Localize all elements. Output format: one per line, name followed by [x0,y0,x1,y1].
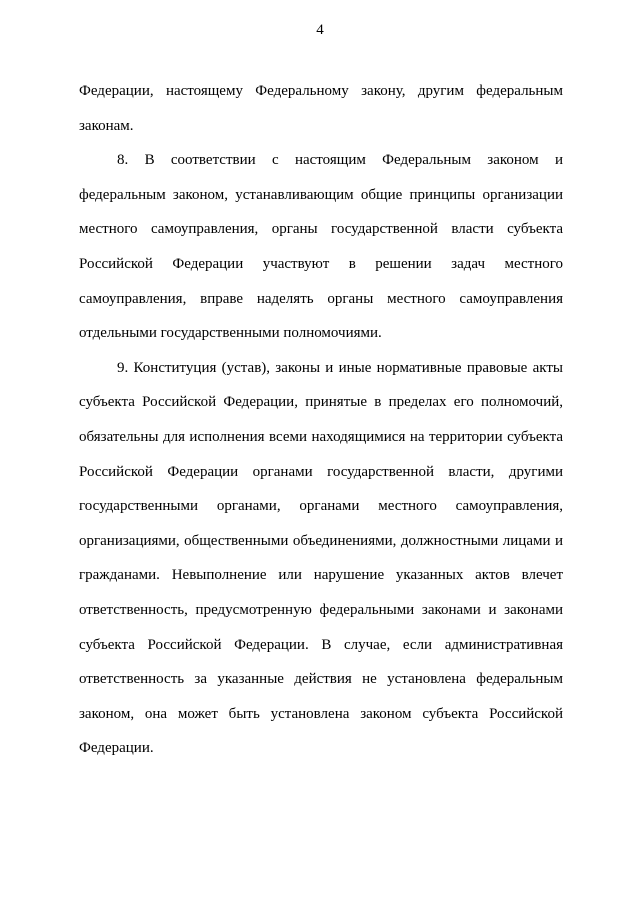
document-body [79,74,563,766]
paragraph-item-8: 8. В соответствии с настоящим Федеральным законом и федеральным законом, устанавливающим общие принципы организации местного самоуправления, органы государственной власти субъекта Российской Федерации участвуют в решении задач местного самоуправления, вправе наделять органы местного самоуправления отдельными государственными полномочиями. [79,152,563,342]
page-number: 4 [316,22,324,38]
paragraph-continuation: Федерации, настоящему Федеральному закону, другим федеральным законам. [79,83,563,134]
paragraph-item-9: 9. Конституция (устав), законы и иные нормативные правовые акты субъекта Российской Федерации, принятые в пределах его полномочий, обязательны для исполнения всеми находящимися на территории субъекта Российской Федерации органами государственной власти, другими государственными органами, органами местного самоуправления, организациями, общественными объединениями, должностными лицами и гражданами. Невыполнение или нарушение указанных актов влечет ответственность, предусмотренную федеральными законами и законами субъекта Российской Федерации. В случае, если административная ответственность за указанные действия не установлена федеральным законом, она может быть установлена законом субъекта Российской Федерации. [79,359,563,757]
